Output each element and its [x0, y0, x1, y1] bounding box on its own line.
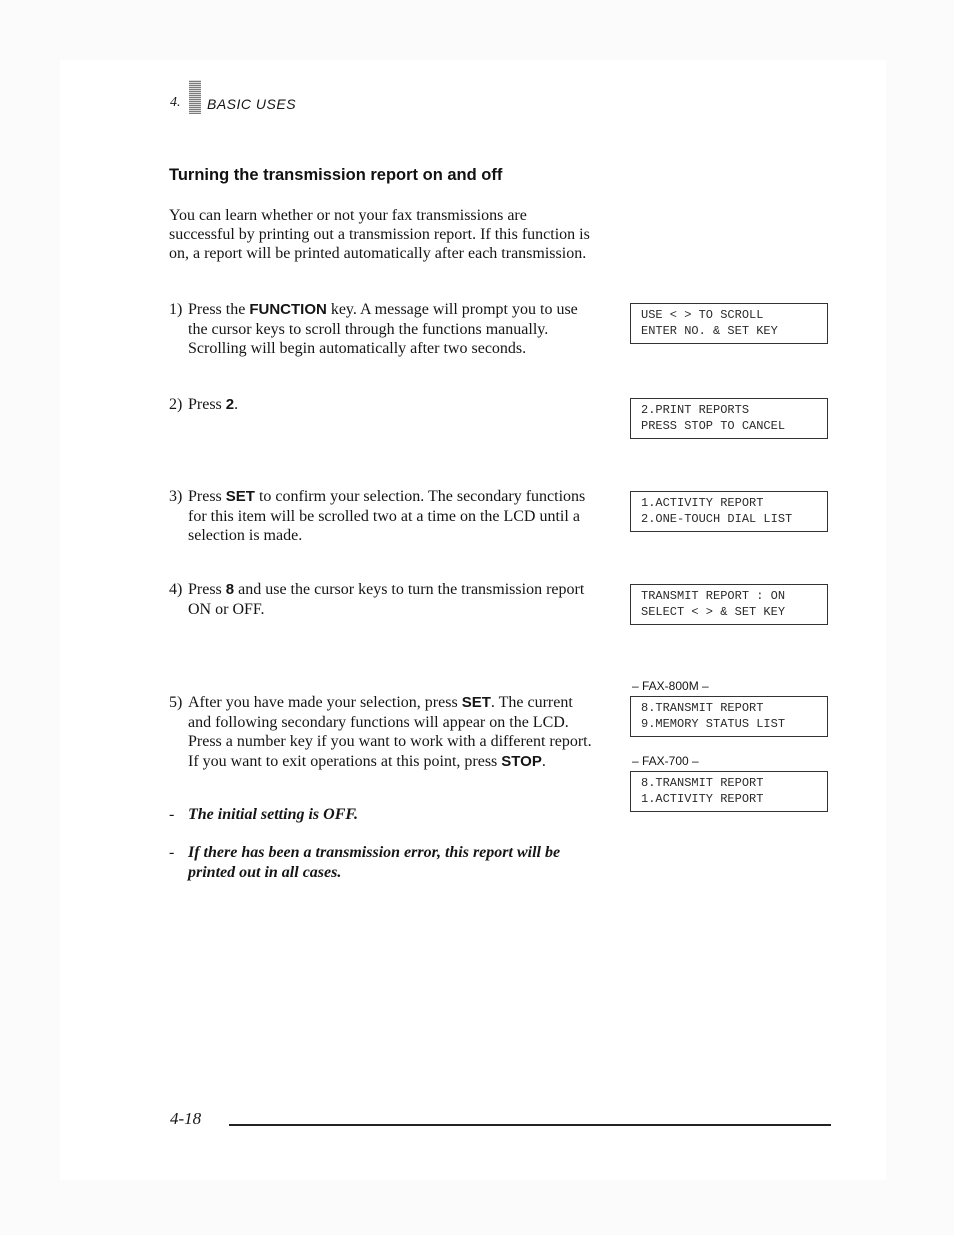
lcd-display: TRANSMIT REPORT : ON SELECT < > & SET KEY — [630, 584, 828, 625]
lcd-display: 8.TRANSMIT REPORT 9.MEMORY STATUS LIST — [630, 696, 828, 737]
step-1: 1) Press the FUNCTION key. A message will prompt you to use the cursor keys to scroll through the functions manually. Scrolling will begin automatically after two seconds. — [169, 301, 578, 357]
lcd-display: 2.PRINT REPORTS PRESS STOP TO CANCEL — [630, 398, 828, 439]
step-number: 1) — [169, 301, 183, 318]
step-4: 4) Press 8 and use the cursor keys to turn the transmission report ON or OFF. — [169, 581, 585, 618]
model-label-fax-800m: – FAX-800M – — [632, 679, 709, 693]
model-label-fax-700: – FAX-700 – — [632, 754, 699, 768]
step-number: 4) — [169, 581, 183, 598]
key-name: 2 — [225, 396, 235, 413]
note-initial-setting: - The initial setting is OFF. — [169, 806, 358, 823]
step-number: 5) — [169, 694, 183, 711]
lcd-display: 1.ACTIVITY REPORT 2.ONE-TOUCH DIAL LIST — [630, 491, 828, 532]
step-3: 3) Press SET to confirm your selection. The secondary functions for this item will be scrolled two at a time on the LCD until a selection is made. — [169, 488, 586, 544]
lcd-display: USE < > TO SCROLL ENTER NO. & SET KEY — [630, 303, 828, 344]
key-name: SET — [225, 488, 255, 505]
step-number: 3) — [169, 488, 183, 505]
chapter-number: 4. — [170, 95, 181, 110]
key-name: SET — [461, 694, 491, 711]
footer-rule — [229, 1124, 831, 1126]
key-name: 8 — [225, 581, 235, 598]
key-name: STOP — [501, 752, 542, 770]
intro-paragraph: You can learn whether or not your fax transmissions are successful by printing out a transmission report. If this function is on, a report will be printed automatically after each transmission. — [169, 207, 590, 262]
chapter-marker-bar — [189, 80, 201, 114]
note-transmission-error: - If there has been a transmission error, this report will be printed out in all cases. — [169, 844, 561, 881]
section-title: Turning the transmission report on and off — [169, 166, 503, 184]
lcd-display: 8.TRANSMIT REPORT 1.ACTIVITY REPORT — [630, 771, 828, 812]
step-2: 2) Press 2. — [169, 396, 239, 413]
key-name: FUNCTION — [249, 301, 327, 318]
chapter-title: BASIC USES — [207, 96, 297, 112]
page-number: 4-18 — [170, 1109, 202, 1128]
step-number: 2) — [169, 396, 183, 413]
step-5: 5) After you have made your selection, press SET. The current and following secondary functions will appear on the LCD. Press a number key if you want to work with a different report. If you want to exit operations at this point, press STOP. — [169, 694, 592, 770]
